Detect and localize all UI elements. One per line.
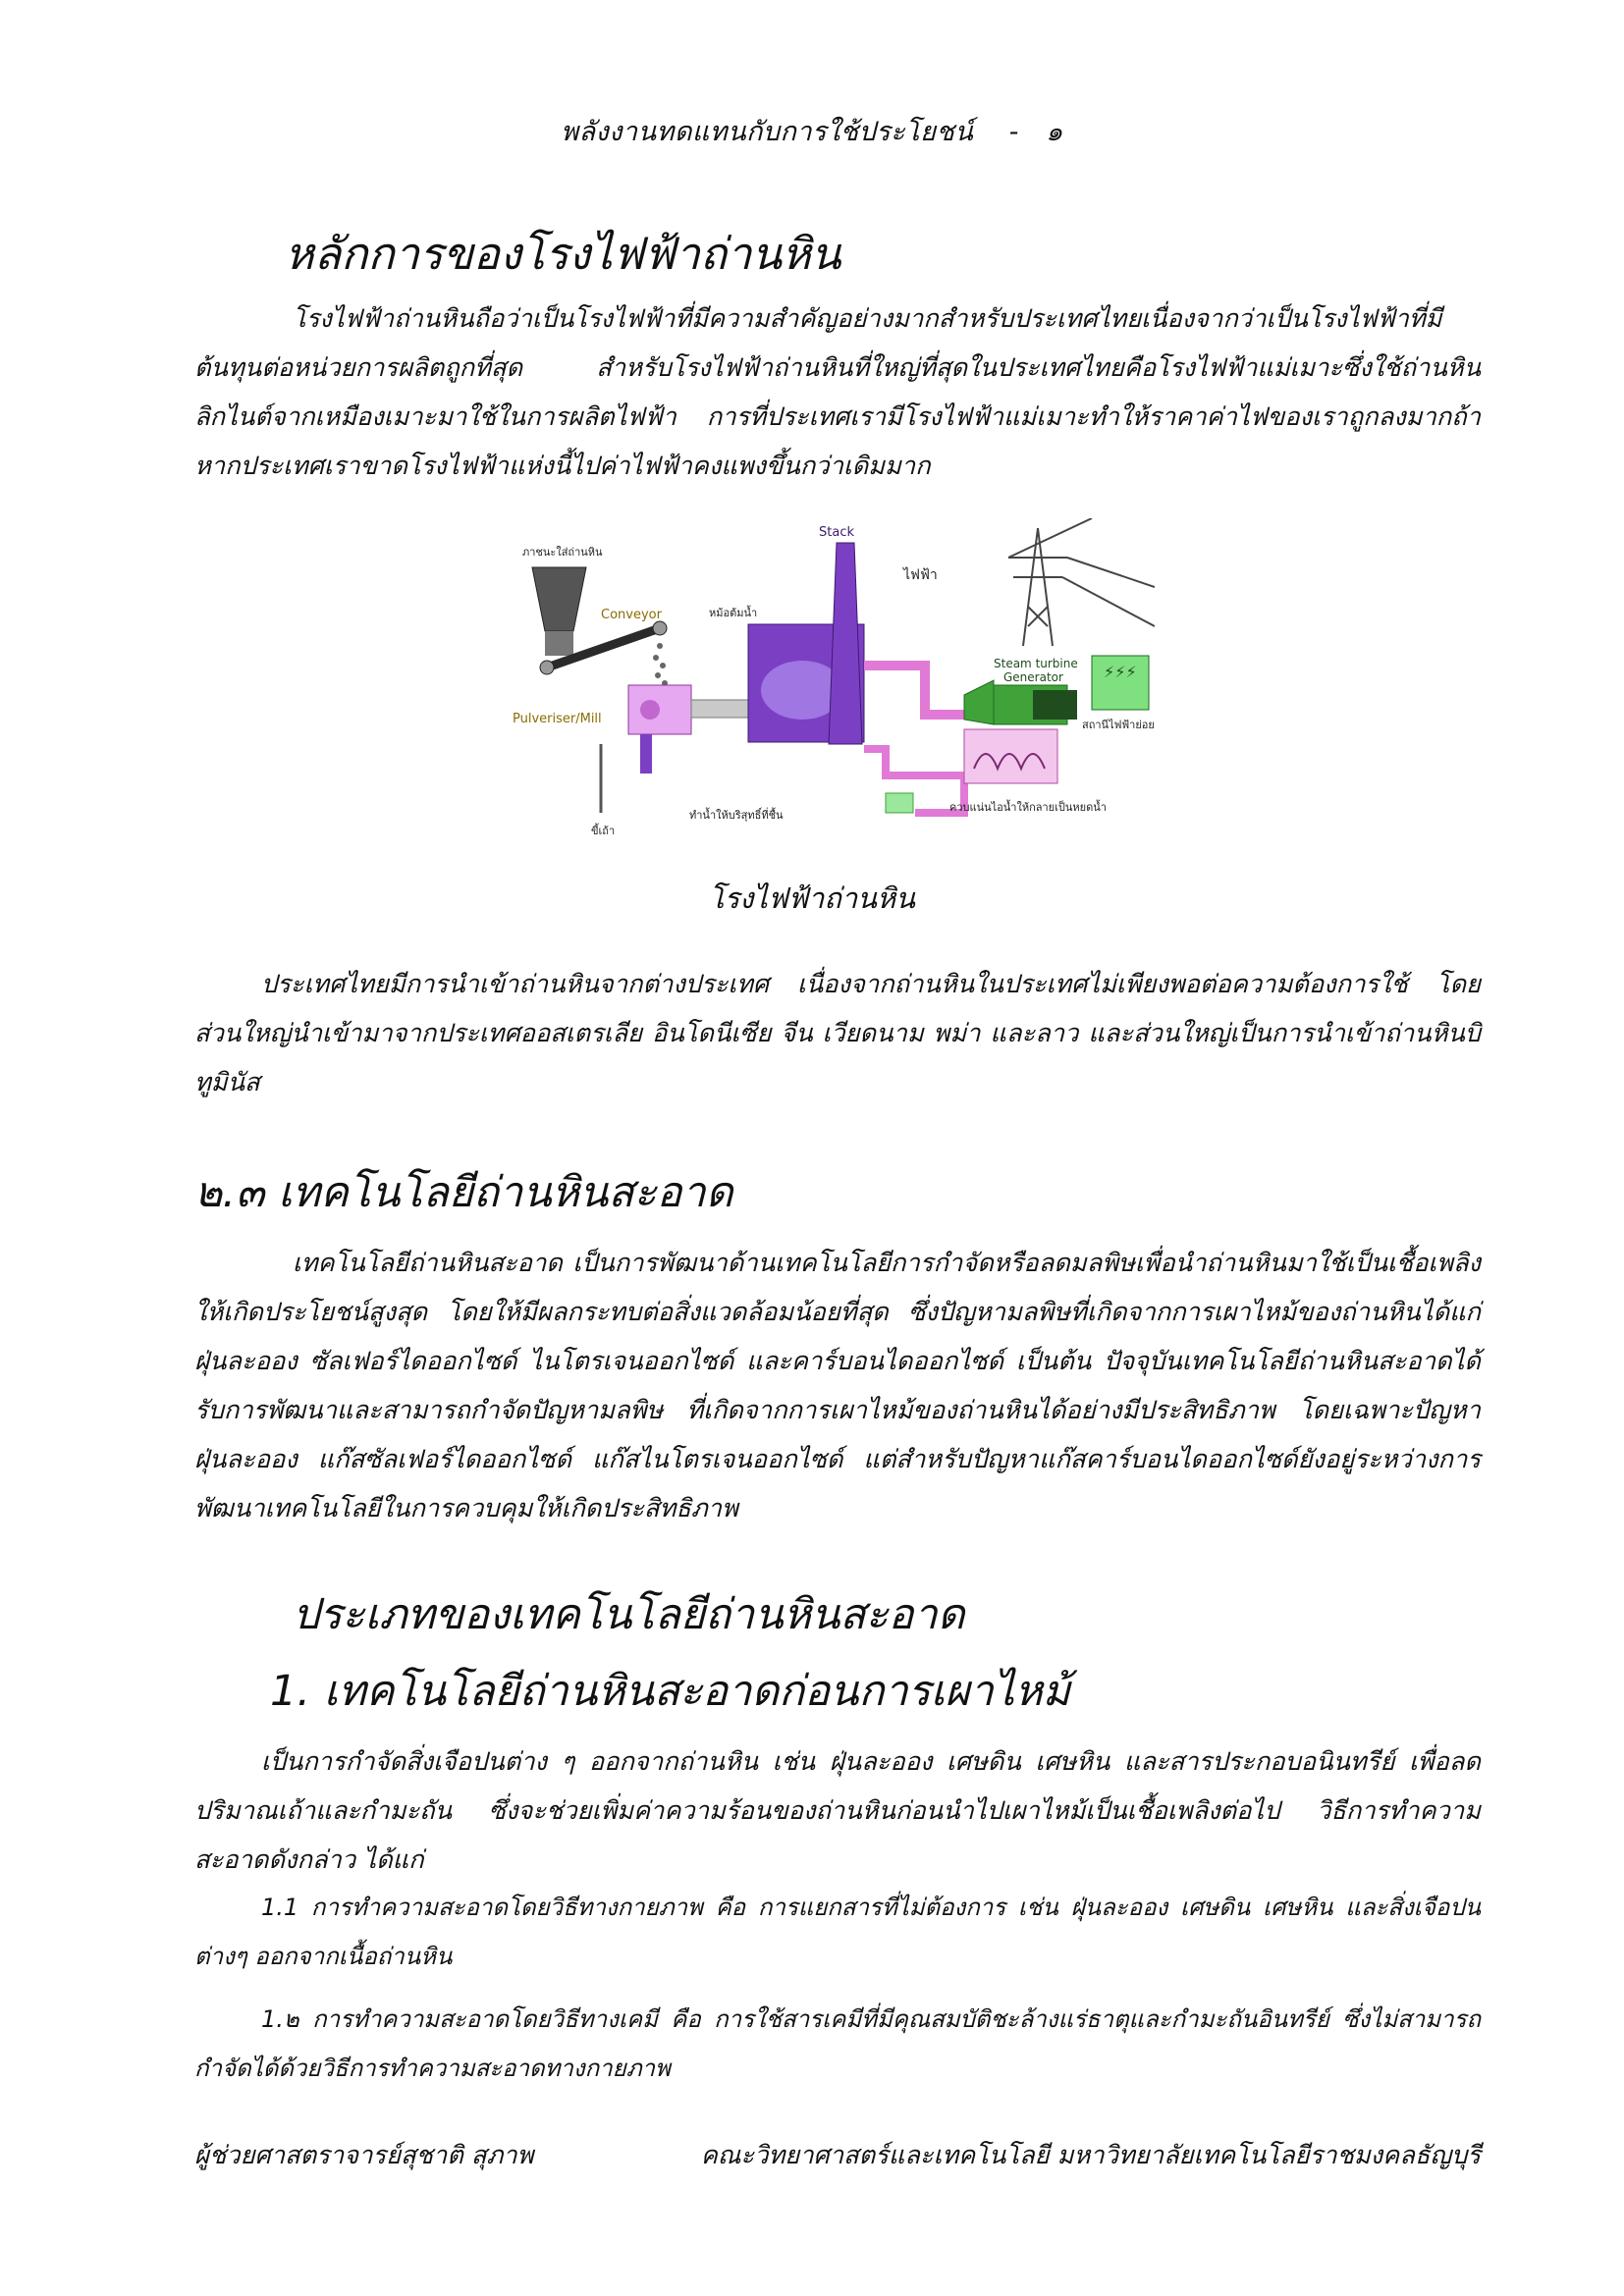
section3-title: ประเภทของเทคโนโลยีถ่านหินสะอาด [293,1590,965,1639]
ash-label: ขี้เถ้า [591,825,616,837]
conveyor-roller-right [653,621,667,635]
conveyor-roller-left [540,661,554,674]
pulveriser-wheel [640,700,660,720]
section3-item1: 1.1 การทำความสะอาดโดยวิธีทางกายภาพ คือ การแยกสารที่ไม่ต้องการ เช่น ฝุ่นละออง เศษดิน เศษหิน และสิ่งเจือปนต่างๆ ออกจากเนื้อถ่านหิน [194,1894,1481,1970]
generator-label: Generator [1003,670,1063,684]
section3-paragraph: เป็นการกำจัดสิ่งเจือปนต่าง ๆ ออกจากถ่านหิน เช่น ฝุ่นละออง เศษดิน เศษหิน และสารประกอบอนินทรีย์ เพื่อลดปริมาณเถ้าและกำมะถัน ซึ่งจะช่วยเพิ่มค่าความร้อนของถ่านหินก่อนนำไปเผาไหม้เป็นเชื้อเพลิงต่อไป วิธีการทำความสะอาดดังกล่าว ได้แก่ [194,1747,1481,1875]
turbine-label: Steam turbine [994,657,1078,670]
page-number: ๑ [1046,117,1063,147]
power-plant-diagram [503,518,1155,842]
water-treatment-tank [886,793,913,813]
condenser-label: ควบแน่นไอน้ำให้กลายเป็นหยดน้ำ [949,801,1107,814]
stack-label: Stack [819,525,854,540]
electricity-label: ไฟฟ้า [903,567,938,583]
footer-author: ผู้ช่วยศาสตราจารย์สุชาติ สุภาพ [194,2141,534,2170]
section3-item2: 1.๒ การทำความสะอาดโดยวิธีทางเคมี คือ การใช้สารเคมีที่มีคุณสมบัติชะล้างแร่ธาตุและกำมะถันอินทรีย์ ซึ่งไม่สามารถกำจัดได้ด้วยวิธีการทำความสะอาดทางกายภาพ [194,2005,1481,2082]
generator-shape [1033,690,1077,720]
condenser-shape [964,729,1057,783]
footer-affiliation: คณะวิทยาศาสตร์และเทคโนโลยี มหาวิทยาลัยเทคโนโลยีราชมงคลธัญบุรี [700,2141,1481,2170]
section3-subtitle: 1. เทคโนโลยีถ่านหินสะอาดก่อนการเผาไหม้ [270,1667,1071,1716]
section1b-paragraph: ประเทศไทยมีการนำเข้าถ่านหินจากต่างประเทศ เนื่องจากถ่านหินในประเทศไม่เพียงพอต่อความต้องการใช้ โดยส่วนใหญ่นำเข้ามาจากประเทศออสเตรเลีย อินโดนีเซีย จีน เวียดนาม พม่า และลาว และส่วนใหญ่เป็นการนำเข้าถ่านหินบิทูมินัส [194,970,1481,1097]
conveyor-label: Conveyor [601,608,662,622]
section1-paragraph: โรงไฟฟ้าถ่านหินถือว่าเป็นโรงไฟฟ้าที่มีความสำคัญอย่างมากสำหรับประเทศไทยเนื่องจากว่าเป็นโรงไฟฟ้าที่มีต้นทุนต่อหน่วยการผลิตถูกที่สุด สำหรับโรงไฟฟ้าถ่านหินที่ใหญ่ที่สุดในประเทศไทยคือโรงไฟฟ้าแม่เมาะซึ่งใช้ถ่านหินลิกไนต์จากเหมืองเมาะมาใช้ในการผลิตไฟฟ้า การที่ประเทศเรามีโรงไฟฟ้าแม่เมาะทำให้ราคาค่าไฟของเราถูกลงมากถ้าหากประเทศเราขาดโรงไฟฟ้าแห่งนี้ไปค่าไฟฟ้าคงแพงขึ้นกว่าเดิมมาก [194,304,1481,481]
substation-label: สถานีไฟฟ้าย่อย [1082,719,1155,731]
section2-title: ๒.๓ เทคโนโลยีถ่านหินสะอาด [194,1168,733,1217]
figure-caption: โรงไฟฟ้าถ่านหิน [709,881,915,915]
section2-paragraph: เทคโนโลยีถ่านหินสะอาด เป็นการพัฒนาด้านเทคโนโลยีการกำจัดหรือลดมลพิษเพื่อนำถ่านหินมาใช้เป็นเชื้อเพลิงให้เกิดประโยชน์สูงสุด โดยให้มีผลกระทบต่อสิ่งแวดล้อมน้อยที่สุด ซึ่งปัญหามลพิษที่เกิดจากการเผาไหม้ของถ่านหินได้แก่ ฝุ่นละออง ซัลเฟอร์ไดออกไซด์ ไนโตรเจนออกไซด์ และคาร์บอนไดออกไซด์ เป็นต้น ปัจจุบันเทคโนโลยีถ่านหินสะอาดได้รับการพัฒนาและสามารถกำจัดปัญหามลพิษ ที่เกิดจากการเผาไหม้ของถ่านหินได้อย่างมีประสิทธิภาพ โดยเฉพาะปัญหาฝุ่นละออง แก๊สซัลเฟอร์ไดออกไซด์ แก๊สไนโตรเจนออกไซด์ แต่สำหรับปัญหาแก๊สคาร์บอนไดออกไซด์ยังอยู่ระหว่างการพัฒนาเทคโนโลยีในการควบคุมให้เกิดประสิทธิภาพ [194,1249,1481,1523]
header-separator: - [1008,117,1019,147]
fuel-duct [691,700,748,718]
running-title: พลังงานทดแทนกับการใช้ประโยชน์ [561,117,974,147]
hopper-label: ภาชนะใส่ถ่านหิน [522,546,603,559]
hopper-neck [545,631,573,656]
water-treatment-label: ทำน้ำให้บริสุทธิ์ที่ชื้น [689,809,784,822]
section1-title: หลักการของโรงไฟฟ้าถ่านหิน [285,228,841,280]
boiler-label: หม้อต้มน้ำ [709,607,758,619]
running-header [0,110,1624,152]
ash-pipe [640,734,652,774]
substation-bolt-icon: ⚡⚡⚡ [1104,663,1137,681]
pulveriser-label: Pulveriser/Mill [513,712,602,726]
